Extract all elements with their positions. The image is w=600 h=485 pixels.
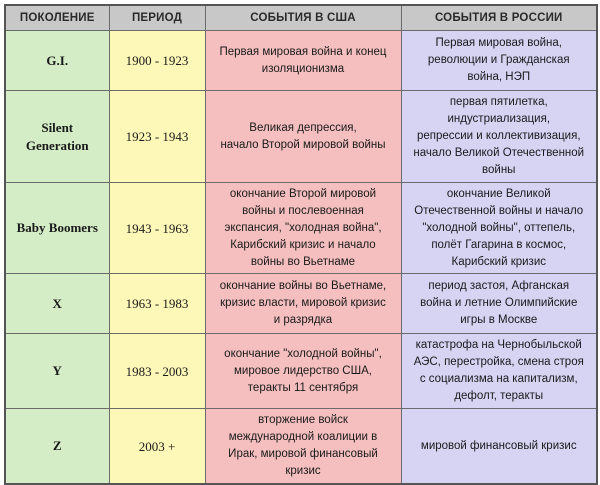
usa-events-text: окончание войны во Вьетнаме, кризис власти, мировой кризис и разрядка — [219, 280, 387, 326]
generation-cell — [5, 91, 109, 183]
period-cell — [109, 274, 205, 334]
period-cell — [109, 409, 205, 485]
russia-events-text: Первая мировая война, революции и Гражданская война, НЭП — [427, 37, 570, 83]
generation-cell — [5, 409, 109, 485]
header-russia-events: СОБЫТИЯ В РОССИИ — [401, 5, 597, 31]
period-cell — [109, 91, 205, 183]
table-row — [5, 274, 597, 334]
table-header-row — [5, 5, 597, 31]
russia-events-cell — [401, 91, 597, 183]
period-value: 1963 - 1983 — [125, 296, 189, 311]
table-row — [5, 91, 597, 183]
generation-cell — [5, 183, 109, 274]
generation-name: Silent Generation — [25, 119, 89, 153]
russia-events-cell — [401, 274, 597, 334]
table-row — [5, 409, 597, 485]
generation-cell — [5, 274, 109, 334]
russia-events-text: период застоя, Афганская война и летние Олимпийские игры в Москве — [420, 280, 578, 326]
usa-events-cell — [205, 31, 401, 91]
period-value: 1983 - 2003 — [125, 363, 189, 379]
period-value: 1943 - 1963 — [125, 220, 189, 236]
russia-events-cell — [401, 334, 597, 409]
usa-events-cell — [205, 91, 401, 183]
table-row — [5, 183, 597, 274]
russia-events-cell — [401, 183, 597, 274]
period-cell — [109, 334, 205, 409]
usa-events-cell — [205, 409, 401, 485]
generation-name: Baby Boomers — [16, 220, 98, 235]
generation-name: Z — [52, 438, 62, 453]
generation-name: G.I. — [46, 52, 69, 68]
period-value: 1923 - 1943 — [125, 129, 189, 144]
generation-name: X — [52, 295, 62, 311]
header-usa-events: СОБЫТИЯ В США — [205, 5, 401, 31]
generations-table — [4, 4, 598, 485]
period-cell — [109, 31, 205, 91]
generations-table-container — [4, 4, 596, 477]
russia-events-text: первая пятилетка, индустриализация, репрессии и коллективизация, начало Великой Отечественной войны — [413, 96, 585, 176]
usa-events-cell — [205, 183, 401, 274]
usa-events-text: окончание "холодной войны", мировое лидерство США, теракты 11 сентября — [224, 347, 382, 394]
usa-events-text: вторжение войск международной коалиции в Ирак, мировой финансовый кризис — [228, 414, 378, 477]
usa-events-text: Великая депрессия, начало Второй мировой войны — [220, 121, 386, 151]
usa-events-cell — [205, 274, 401, 334]
generation-name: Y — [52, 363, 62, 378]
usa-events-text: Первая мировая война и конец изоляционизма — [219, 45, 387, 75]
table-row — [5, 31, 597, 91]
period-value: 2003 + — [138, 438, 176, 454]
russia-events-text: окончание Великой Отечественной войны и начало "холодной войны", оттепель, полёт Гагарина в космос, Карибский кризис — [414, 187, 584, 268]
header-generation: ПОКОЛЕНИЕ — [5, 5, 109, 31]
russia-events-cell — [401, 409, 597, 485]
russia-events-text: мировой финансовый кризис — [420, 439, 577, 452]
period-cell — [109, 183, 205, 274]
table-row — [5, 334, 597, 409]
usa-events-text: окончание Второй мировой войны и послевоенная экспансия, "холодная война", Карибский кризис и начало войны во Вьетнаме — [224, 187, 382, 268]
russia-events-cell — [401, 31, 597, 91]
generation-cell — [5, 31, 109, 91]
russia-events-text: катастрофа на Чернобыльской АЭС, перестройка, смена строя с социализма на капитализм, дефолт, теракты — [413, 339, 584, 402]
header-period: ПЕРИОД — [109, 5, 205, 31]
period-value: 1900 - 1923 — [125, 53, 189, 68]
generation-cell — [5, 334, 109, 409]
usa-events-cell — [205, 334, 401, 409]
